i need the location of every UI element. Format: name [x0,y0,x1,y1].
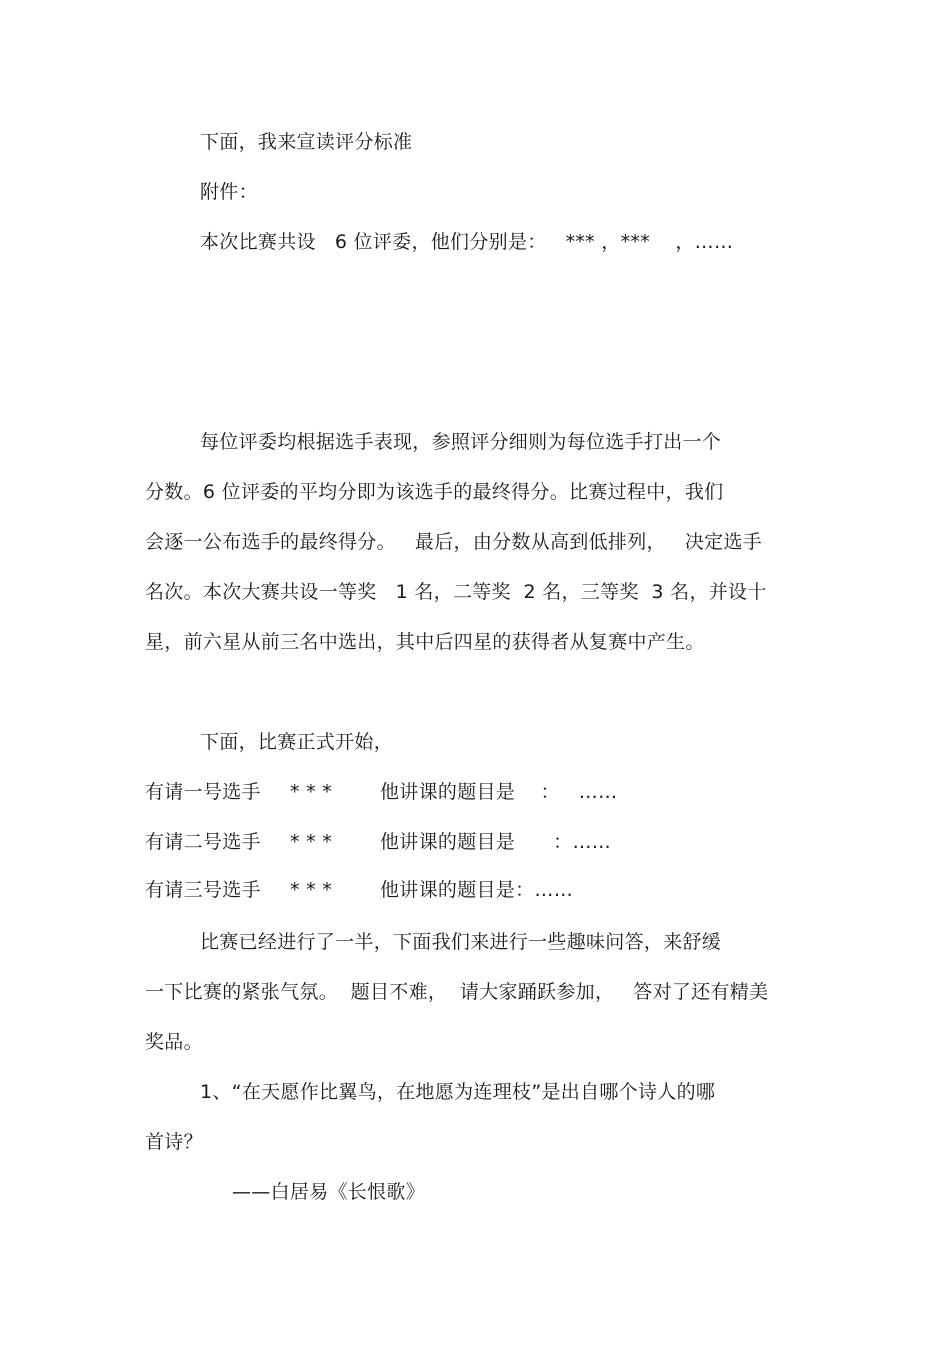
contestant-3-name: * * * [290,879,333,901]
announce-scoring: 下面，我来宣读评分标准 [200,131,413,153]
contestant-1-topic: 他讲课的题目是 ： …… [380,781,618,803]
judges-line: 本次比赛共设 6 位评委，他们分别是： *** ，*** ，…… [200,231,734,253]
rules-line-4: 名次。本次大赛共设一等奖 1 名，二等奖 2 名，三等奖 3 名，并设十 [145,581,767,603]
contestant-2-name: * * * [290,831,333,853]
rules-line-1: 每位评委均根据选手表现，参照评分细则为每位选手打出一个 [200,431,722,453]
attachment-label: 附件： [200,181,258,203]
start-announce: 下面，比赛正式开始， [200,731,394,753]
question-1-line-1: 1、“在天愿作比翼鸟，在地愿为连理枝”是出自哪个诗人的哪 [200,1081,716,1103]
contestant-1-call: 有请一号选手 [145,781,261,803]
question-1-answer: ——白居易《长恨歌》 [232,1181,426,1203]
contestant-2-call: 有请二号选手 [145,831,261,853]
rules-line-2: 分数。6 位评委的平均分即为该选手的最终得分。比赛过程中，我们 [145,481,724,503]
quiz-intro-line-2: 一下比赛的紧张气氛。 题目不难， 请大家踊跃参加， 答对了还有精美 [145,981,769,1003]
rules-line-3: 会逐一公布选手的最终得分。 最后，由分数从高到低排列， 决定选手 [145,531,763,553]
contestant-3-call: 有请三号选手 [145,879,261,901]
quiz-intro-line-1: 比赛已经进行了一半，下面我们来进行一些趣味问答，来舒缓 [200,931,722,953]
quiz-intro-line-3: 奖品。 [145,1031,203,1053]
question-1-line-2: 首诗？ [145,1131,203,1153]
contestant-2-topic: 他讲课的题目是 ：…… [380,831,612,853]
rules-line-5: 星，前六星从前三名中选出，其中后四星的获得者从复赛中产生。 [145,631,705,653]
contestant-3-topic: 他讲课的题目是：…… [380,879,574,901]
contestant-1-name: * * * [290,781,333,803]
